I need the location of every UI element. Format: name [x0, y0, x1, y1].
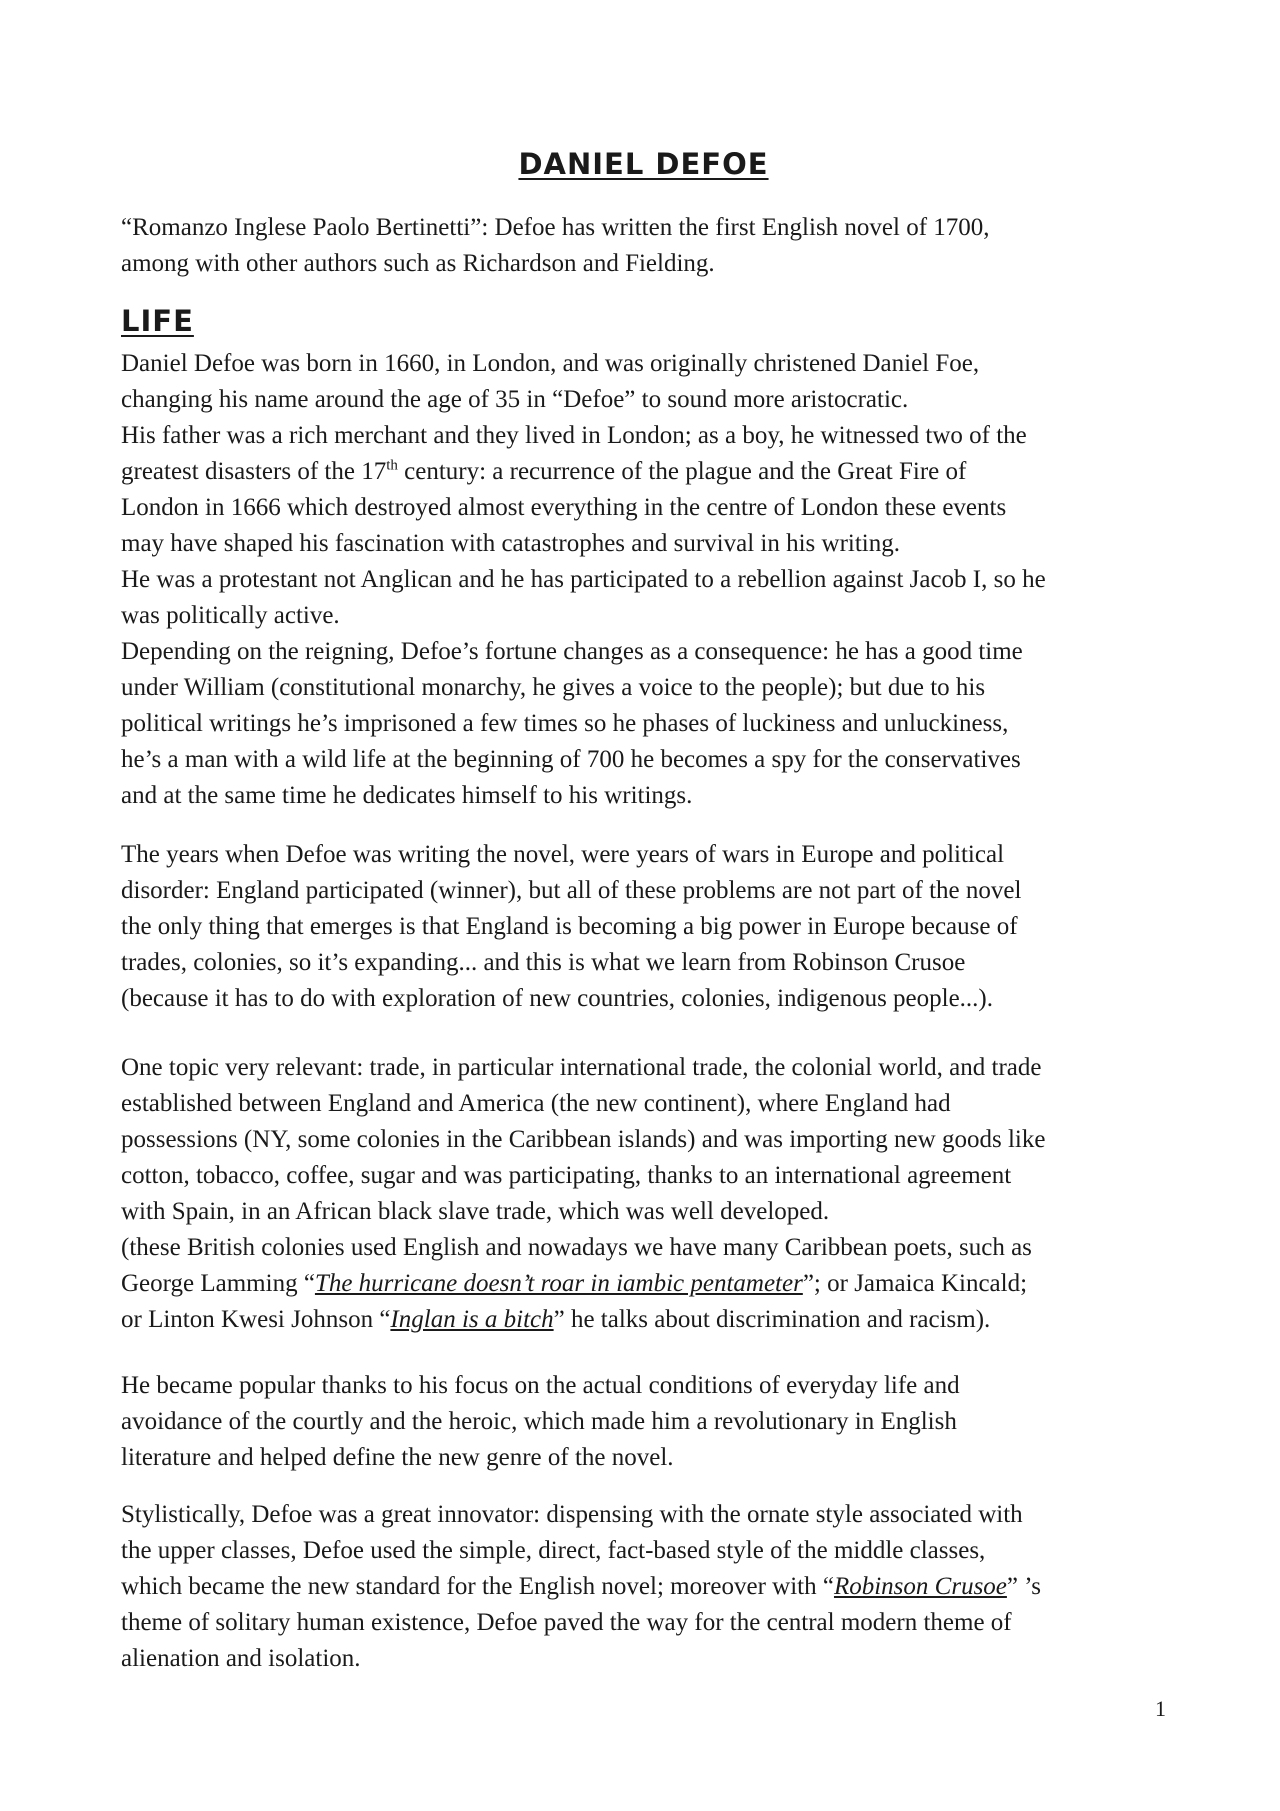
text-fragment: ”; or Jamaica Kincald;: [802, 1270, 1028, 1297]
intro-paragraph: [121, 210, 1166, 282]
text-line: political writings he’s imprisoned a few times so he phases of luckiness and unluckiness,: [121, 710, 1009, 737]
life-heading: [121, 303, 194, 339]
text-line: Depending on the reigning, Defoe’s fortune changes as a consequence: he has a good time: [121, 638, 1023, 665]
text-fragment: century: a recurrence of the plague and the Great Fire of: [397, 458, 967, 485]
text-line: [121, 454, 1166, 490]
text-line: may have shaped his fascination with catastrophes and survival in his writing.: [121, 530, 900, 557]
text-line: the upper classes, Defoe used the simple, direct, fact-based style of the middle classes,: [121, 1537, 986, 1564]
text-line: alienation and isolation.: [121, 1645, 361, 1672]
text-line: with Spain, in an African black slave trade, which was well developed.: [121, 1198, 830, 1225]
life-heading-text: LIFE: [121, 304, 194, 338]
text-line: (these British colonies used English and nowadays we have many Caribbean poets, such as: [121, 1234, 1032, 1261]
text-fragment: greatest disasters of the 17: [121, 458, 387, 485]
text-line: (because it has to do with exploration of new countries, colonies, indigenous people...).: [121, 985, 994, 1012]
text-line: He was a protestant not Anglican and he has participated to a rebellion against Jacob I, so he: [121, 566, 1046, 593]
popular-paragraph: [121, 1368, 1166, 1476]
style-paragraph: [121, 1497, 1166, 1677]
text-line: among with other authors such as Richardson and Fielding.: [121, 250, 715, 277]
text-line: London in 1666 which destroyed almost everything in the centre of London these events: [121, 494, 1007, 521]
text-line: His father was a rich merchant and they lived in London; as a boy, he witnessed two of the: [121, 422, 1027, 449]
text-fragment: George Lamming “: [121, 1270, 315, 1297]
text-line: and at the same time he dedicates himself to his writings.: [121, 782, 693, 809]
text-line: One topic very relevant: trade, in particular international trade, the colonial world, and trade: [121, 1054, 1042, 1081]
work-title-reference: Inglan is a bitch: [390, 1306, 554, 1333]
text-line: under William (constitutional monarchy, he gives a voice to the people); but due to his: [121, 674, 986, 701]
text-line: [121, 1302, 1166, 1338]
text-line: theme of solitary human existence, Defoe paved the way for the central modern theme of: [121, 1609, 1012, 1636]
text-line: he’s a man with a wild life at the beginning of 700 he becomes a spy for the conservatives: [121, 746, 1021, 773]
page-number: 1: [1155, 1696, 1166, 1721]
text-fragment: ” he talks about discrimination and racism).: [553, 1306, 991, 1333]
text-line: established between England and America (the new continent), where England had: [121, 1090, 951, 1117]
text-line: changing his name around the age of 35 in “Defoe” to sound more aristocratic.: [121, 386, 909, 413]
text-line: The years when Defoe was writing the novel, were years of wars in Europe and political: [121, 841, 1005, 868]
text-line: [121, 1266, 1166, 1302]
wars-paragraph: [121, 837, 1166, 1017]
trade-paragraph: [121, 1050, 1166, 1338]
text-line: possessions (NY, some colonies in the Caribbean islands) and was importing new goods like: [121, 1126, 1046, 1153]
text-line: was politically active.: [121, 602, 340, 629]
text-line: trades, colonies, so it’s expanding... and this is what we learn from Robinson Crusoe: [121, 949, 966, 976]
text-line: cotton, tobacco, coffee, sugar and was participating, thanks to an international agreement: [121, 1162, 1012, 1189]
text-fragment: which became the new standard for the English novel; moreover with “: [121, 1573, 834, 1600]
text-fragment: or Linton Kwesi Johnson “: [121, 1306, 391, 1333]
text-line: [121, 1569, 1166, 1605]
life-paragraph: [121, 346, 1166, 814]
document-page: [121, 0, 1166, 1811]
text-line: literature and helped define the new genre of the novel.: [121, 1444, 674, 1471]
text-line: “Romanzo Inglese Paolo Bertinetti”: Defoe has written the first English novel of 1700,: [121, 214, 990, 241]
text-line: avoidance of the courtly and the heroic, which made him a revolutionary in English: [121, 1408, 957, 1435]
document-title: [121, 146, 1166, 182]
text-line: Stylistically, Defoe was a great innovator: dispensing with the ornate style associated with: [121, 1501, 1023, 1528]
text-line: the only thing that emerges is that England is becoming a big power in Europe because of: [121, 913, 1018, 940]
text-line: Daniel Defoe was born in 1660, in London, and was originally christened Daniel Foe,: [121, 350, 980, 377]
text-fragment: ” ’s: [1006, 1573, 1041, 1600]
text-line: disorder: England participated (winner), but all of these problems are not part of the novel: [121, 877, 1022, 904]
work-title-reference: Robinson Crusoe: [833, 1573, 1007, 1600]
text-line: He became popular thanks to his focus on the actual conditions of everyday life and: [121, 1372, 960, 1399]
work-title-reference: The hurricane doesn’t roar in iambic pentameter: [314, 1270, 803, 1297]
superscript: th: [386, 457, 398, 474]
document-title-text: DANIEL DEFOE: [518, 147, 769, 181]
